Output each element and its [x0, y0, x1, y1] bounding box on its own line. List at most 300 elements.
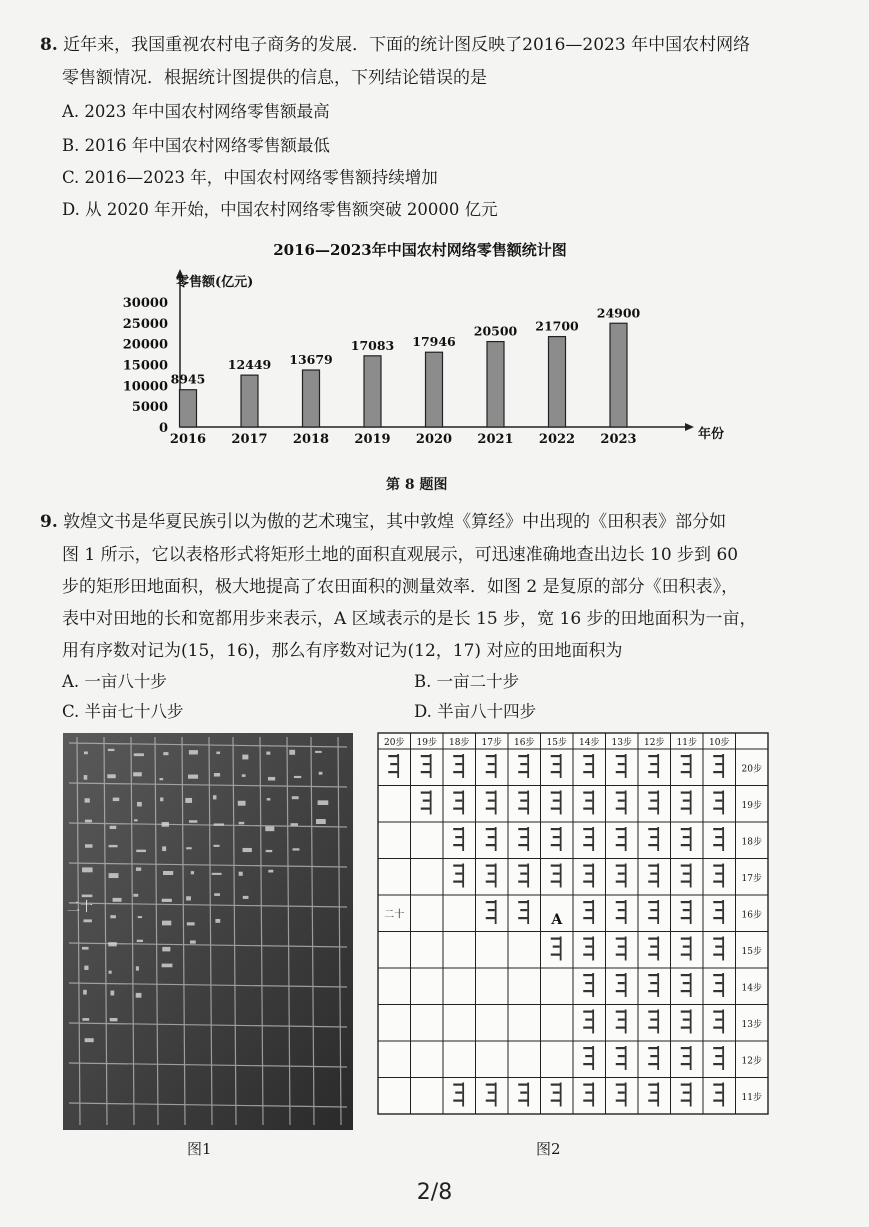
- cell-glyph: [518, 808, 528, 810]
- cell-glyph: [683, 1092, 690, 1094]
- ink-mark: [162, 822, 169, 827]
- cell-glyph: [683, 946, 690, 948]
- cell-glyph: [583, 954, 593, 956]
- cell-glyph: [560, 754, 562, 778]
- cell-glyph: [520, 909, 527, 911]
- cell-glyph: [681, 771, 691, 773]
- cell-glyph: [453, 755, 463, 757]
- cell-glyph: [722, 1083, 724, 1107]
- ink-mark: [316, 819, 326, 824]
- ink-mark: [189, 750, 198, 754]
- x-tick-label: 2017: [231, 432, 268, 447]
- cell-glyph: [560, 937, 562, 961]
- row-label-ershi: 二十: [384, 909, 405, 921]
- column-header: 20步: [384, 738, 405, 748]
- ink-mark: [134, 753, 144, 756]
- ink-mark: [243, 848, 252, 852]
- cell-glyph: [486, 865, 496, 867]
- cell-glyph: [650, 982, 657, 984]
- cell-glyph: [648, 808, 658, 810]
- ink-mark: [266, 752, 270, 755]
- y-tick-label: 25000: [122, 316, 168, 332]
- cell-glyph: [713, 844, 723, 846]
- cell-glyph: [421, 771, 431, 773]
- cell-glyph: [681, 1084, 691, 1086]
- cell-glyph: [650, 946, 657, 948]
- cell-glyph: [495, 791, 497, 815]
- cell-glyph: [681, 938, 691, 940]
- cell-glyph: [648, 1027, 658, 1029]
- cell-glyph: [648, 844, 658, 846]
- q8-option-b: B. 2016 年中国农村网络零售额最低: [62, 136, 330, 155]
- cell-glyph: [388, 755, 398, 757]
- cell-glyph: [453, 1100, 463, 1102]
- ink-mark: [318, 800, 329, 805]
- ink-mark: [191, 871, 194, 874]
- cell-glyph: [625, 791, 627, 815]
- cell-glyph: [616, 1011, 626, 1013]
- cell-glyph: [527, 864, 529, 888]
- data-label: 24900: [596, 305, 641, 321]
- column-header: 16步: [514, 738, 535, 748]
- ink-mark: [189, 820, 197, 823]
- cell-glyph: [616, 755, 626, 757]
- ink-mark: [319, 772, 323, 775]
- cell-glyph: [527, 791, 529, 815]
- ink-mark: [84, 775, 88, 780]
- ink-mark: [85, 1038, 94, 1042]
- cell-glyph: [455, 800, 462, 802]
- cell-glyph: [551, 1100, 561, 1102]
- ink-mark: [162, 947, 170, 951]
- row-header: 18步: [741, 837, 762, 848]
- cell-glyph: [486, 901, 496, 903]
- cell-glyph: [715, 1055, 722, 1057]
- cell-glyph: [616, 917, 626, 919]
- row-header: 20步: [741, 764, 762, 775]
- cell-glyph: [681, 917, 691, 919]
- cell-glyph: [715, 836, 722, 838]
- cell-glyph: [690, 827, 692, 851]
- cell-glyph: [681, 1011, 691, 1013]
- x-tick-label: 2023: [600, 432, 637, 447]
- cell-glyph: [592, 1046, 594, 1070]
- cell-glyph: [648, 954, 658, 956]
- cell-glyph: [583, 1100, 593, 1102]
- cell-glyph: [616, 792, 626, 794]
- cell-glyph: [648, 1084, 658, 1086]
- ink-mark: [243, 896, 249, 899]
- cell-glyph: [722, 1046, 724, 1070]
- ink-mark: [289, 750, 295, 755]
- ink-mark: [137, 940, 143, 942]
- cell-glyph: [553, 946, 560, 948]
- figure1-manuscript-photo: [63, 733, 353, 1130]
- ink-mark: [190, 940, 196, 943]
- cell-glyph: [486, 828, 496, 830]
- cell-glyph: [551, 828, 561, 830]
- cell-glyph: [713, 1027, 723, 1029]
- y-axis-label: 零售额(亿元): [176, 275, 254, 290]
- cell-glyph: [423, 763, 430, 765]
- data-label: 20500: [473, 323, 518, 339]
- cell-glyph: [713, 755, 723, 757]
- cell-glyph: [681, 865, 691, 867]
- cell-glyph: [583, 938, 593, 940]
- cell-glyph: [657, 864, 659, 888]
- cell-glyph: [713, 771, 723, 773]
- cell-glyph: [551, 844, 561, 846]
- cell-glyph: [715, 873, 722, 875]
- q9-line1: [40, 507, 726, 532]
- ink-mark: [85, 820, 92, 823]
- figure2-restored-table: [376, 731, 770, 1131]
- cell-glyph: [713, 1084, 723, 1086]
- cell-glyph: [713, 1063, 723, 1065]
- cell-glyph: [616, 1084, 626, 1086]
- cell-glyph: [486, 881, 496, 883]
- ink-mark: [267, 798, 271, 800]
- cell-glyph: [455, 873, 462, 875]
- cell-glyph: [618, 1019, 625, 1021]
- ink-mark: [213, 795, 216, 799]
- cell-glyph: [560, 827, 562, 851]
- q9-stem-line4: 表中对田地的长和宽都用步来表示，A 区域表示的是长 15 步，宽 16 步的田地面积为一亩，: [62, 609, 757, 629]
- row-header: 11步: [741, 1092, 762, 1103]
- cell-glyph: [713, 808, 723, 810]
- cell-glyph: [583, 808, 593, 810]
- cell-glyph: [527, 827, 529, 851]
- column-header: 15步: [546, 738, 567, 748]
- cell-glyph: [592, 791, 594, 815]
- cell-glyph: [616, 974, 626, 976]
- cell-glyph: [715, 1092, 722, 1094]
- ink-mark: [216, 752, 220, 754]
- q8-figure-caption: 第 8 题图: [386, 477, 448, 493]
- cell-glyph: [486, 1100, 496, 1102]
- cell-glyph: [583, 844, 593, 846]
- cell-glyph: [648, 974, 658, 976]
- y-tick-label: 30000: [122, 296, 168, 311]
- cell-glyph: [690, 900, 692, 924]
- cell-glyph: [648, 1063, 658, 1065]
- data-label: 17083: [350, 337, 395, 353]
- column-header: 18步: [449, 738, 470, 748]
- cell-glyph: [650, 763, 657, 765]
- y-tick-label: 10000: [122, 379, 168, 395]
- cell-glyph: [462, 754, 464, 778]
- cell-glyph: [713, 990, 723, 992]
- cell-glyph: [495, 864, 497, 888]
- cell-glyph: [518, 792, 528, 794]
- ink-mark: [290, 823, 298, 826]
- cell-glyph: [681, 792, 691, 794]
- ink-mark: [212, 873, 222, 875]
- ink-mark: [85, 798, 90, 802]
- ink-mark: [136, 867, 141, 870]
- cell-glyph: [551, 954, 561, 956]
- cell-glyph: [421, 792, 431, 794]
- cell-glyph: [518, 881, 528, 883]
- cell-glyph: [616, 1047, 626, 1049]
- q9-option-c: C. 半亩七十八步: [62, 702, 184, 721]
- cell-glyph: [616, 828, 626, 830]
- cell-glyph: [453, 881, 463, 883]
- cell-glyph: [486, 755, 496, 757]
- cell-glyph: [583, 1027, 593, 1029]
- y-tick-label: 5000: [131, 400, 168, 416]
- cell-glyph: [390, 763, 397, 765]
- ink-mark: [84, 751, 88, 754]
- cell-glyph: [592, 1010, 594, 1034]
- ink-mark: [133, 772, 142, 776]
- cell-glyph: [553, 836, 560, 838]
- cell-glyph: [453, 792, 463, 794]
- ink-mark: [136, 966, 139, 970]
- cell-glyph: [657, 973, 659, 997]
- cell-glyph: [618, 909, 625, 911]
- cell-glyph: [553, 800, 560, 802]
- cell-glyph: [722, 754, 724, 778]
- cell-glyph: [518, 1084, 528, 1086]
- ink-mark: [108, 749, 115, 751]
- cell-glyph: [551, 755, 561, 757]
- cell-glyph: [495, 1083, 497, 1107]
- manuscript-texture: [63, 733, 353, 1130]
- bar: [426, 352, 443, 427]
- ink-mark: [84, 919, 92, 922]
- cell-glyph: [650, 909, 657, 911]
- figure1-label: 图1: [187, 1140, 212, 1158]
- column-header: 19步: [416, 738, 437, 748]
- q8-option-c: C. 2016—2023 年，中国农村网络零售额持续增加: [62, 168, 438, 187]
- cell-glyph: [690, 1083, 692, 1107]
- cell-glyph: [553, 873, 560, 875]
- cell-glyph: [462, 1083, 464, 1107]
- ink-mark: [138, 916, 142, 918]
- cell-glyph: [583, 865, 593, 867]
- cell-glyph: [625, 1083, 627, 1107]
- cell-glyph: [518, 917, 528, 919]
- cell-glyph: [583, 771, 593, 773]
- cell-glyph: [648, 1047, 658, 1049]
- cell-glyph: [650, 873, 657, 875]
- cell-glyph: [486, 808, 496, 810]
- cell-glyph: [625, 1046, 627, 1070]
- cell-glyph: [618, 763, 625, 765]
- cell-glyph: [625, 1010, 627, 1034]
- cell-glyph: [625, 827, 627, 851]
- cell-glyph: [397, 754, 399, 778]
- ink-mark: [265, 826, 274, 831]
- cell-glyph: [618, 982, 625, 984]
- cell-glyph: [648, 901, 658, 903]
- cell-glyph: [681, 828, 691, 830]
- ink-mark: [111, 991, 115, 996]
- ink-mark: [162, 921, 171, 926]
- cell-glyph: [488, 800, 495, 802]
- cell-glyph: [553, 763, 560, 765]
- cell-glyph: [715, 909, 722, 911]
- q8-number: 8.: [40, 35, 58, 55]
- cell-glyph: [713, 974, 723, 976]
- cell-glyph: [648, 1100, 658, 1102]
- cell-glyph: [650, 1055, 657, 1057]
- cell-glyph: [648, 881, 658, 883]
- cell-glyph: [518, 771, 528, 773]
- cell-glyph: [592, 973, 594, 997]
- ink-mark: [238, 801, 246, 806]
- cell-glyph: [430, 791, 432, 815]
- x-tick-label: 2021: [477, 432, 514, 447]
- ink-mark: [293, 848, 300, 850]
- ink-mark: [113, 898, 122, 902]
- cell-glyph: [681, 974, 691, 976]
- cell-glyph: [527, 1083, 529, 1107]
- cell-glyph: [486, 844, 496, 846]
- cell-glyph: [648, 792, 658, 794]
- cell-glyph: [616, 954, 626, 956]
- cell-glyph: [648, 755, 658, 757]
- cell-glyph: [583, 901, 593, 903]
- cell-glyph: [616, 1063, 626, 1065]
- cell-glyph: [551, 792, 561, 794]
- ink-mark: [82, 947, 89, 950]
- ink-mark: [85, 844, 92, 847]
- cell-glyph: [681, 1027, 691, 1029]
- cell-glyph: [583, 1063, 593, 1065]
- cell-glyph: [681, 808, 691, 810]
- cell-glyph: [518, 865, 528, 867]
- cell-glyph: [551, 771, 561, 773]
- cell-glyph: [616, 865, 626, 867]
- ink-mark: [83, 990, 87, 995]
- row-header: 13步: [741, 1019, 762, 1030]
- cell-glyph: [690, 791, 692, 815]
- cell-glyph: [618, 1092, 625, 1094]
- cell-glyph: [715, 800, 722, 802]
- cell-glyph: [518, 755, 528, 757]
- ink-mark: [185, 798, 192, 803]
- cell-glyph: [583, 990, 593, 992]
- ink-mark: [110, 826, 117, 829]
- cell-glyph: [657, 827, 659, 851]
- cell-glyph: [681, 954, 691, 956]
- cell-glyph: [520, 763, 527, 765]
- table-grid: [376, 731, 770, 1131]
- cell-glyph: [713, 917, 723, 919]
- cell-glyph: [616, 1027, 626, 1029]
- cell-glyph: [585, 763, 592, 765]
- cell-glyph: [681, 901, 691, 903]
- cell-glyph: [488, 1092, 495, 1094]
- cell-glyph: [715, 946, 722, 948]
- cell-glyph: [616, 1100, 626, 1102]
- bar: [364, 356, 381, 427]
- cell-glyph: [618, 800, 625, 802]
- cell-glyph: [585, 1019, 592, 1021]
- column-header: 14步: [579, 738, 600, 748]
- cell-glyph: [616, 938, 626, 940]
- cell-glyph: [486, 1084, 496, 1086]
- cell-glyph: [583, 1011, 593, 1013]
- cell-glyph: [657, 754, 659, 778]
- ink-mark: [134, 819, 138, 821]
- cell-glyph: [423, 800, 430, 802]
- cell-glyph: [462, 827, 464, 851]
- ink-mark: [213, 845, 219, 847]
- x-axis-arrow: [685, 423, 694, 431]
- cell-glyph: [551, 938, 561, 940]
- cell-glyph: [551, 881, 561, 883]
- row-header: 16步: [741, 910, 762, 921]
- bar: [303, 370, 320, 427]
- cell-glyph: [722, 1010, 724, 1034]
- ink-mark: [242, 755, 248, 760]
- ink-mark: [214, 823, 224, 825]
- data-label: 13679: [289, 352, 333, 368]
- cell-glyph: [583, 792, 593, 794]
- row-header: 19步: [741, 800, 762, 811]
- cell-glyph: [520, 1092, 527, 1094]
- cell-glyph: [690, 937, 692, 961]
- cell-glyph: [421, 808, 431, 810]
- cell-glyph: [683, 909, 690, 911]
- cell-glyph: [583, 974, 593, 976]
- cell-glyph: [715, 763, 722, 765]
- cell-glyph: [618, 836, 625, 838]
- cell-glyph: [616, 990, 626, 992]
- ink-mark: [239, 872, 243, 876]
- cell-glyph: [560, 791, 562, 815]
- cell-glyph: [585, 982, 592, 984]
- cell-glyph: [616, 881, 626, 883]
- cell-glyph: [520, 873, 527, 875]
- cell-glyph: [625, 900, 627, 924]
- ink-mark: [162, 964, 173, 968]
- cell-glyph: [618, 873, 625, 875]
- bar: [487, 342, 504, 427]
- cell-glyph: [683, 763, 690, 765]
- ink-mark: [109, 873, 119, 878]
- cell-glyph: [683, 836, 690, 838]
- cell-glyph: [592, 900, 594, 924]
- cell-glyph: [657, 937, 659, 961]
- q9-stem-line5: 用有序数对记为(15，16)，那么有序数对记为(12，17) 对应的田地面积为: [62, 641, 623, 661]
- ink-mark: [214, 893, 220, 896]
- cell-glyph: [650, 1092, 657, 1094]
- cell-glyph: [560, 864, 562, 888]
- cell-glyph: [722, 973, 724, 997]
- q9-stem-line3: 步的矩形田地面积，极大地提高了农田面积的测量效率．如图 2 是复原的部分《田积表》，: [62, 577, 739, 597]
- cell-glyph: [583, 917, 593, 919]
- q9-stem-line2: 图 1 所示，它以表格形式将矩形土地的面积直观展示，可迅速准确地查出边长 10 步到 60: [62, 545, 739, 565]
- x-tick-label: 2022: [538, 432, 576, 447]
- cell-glyph: [455, 836, 462, 838]
- cell-glyph: [713, 881, 723, 883]
- cell-glyph: [551, 865, 561, 867]
- cell-glyph: [453, 1084, 463, 1086]
- x-tick-label: 2018: [292, 432, 330, 447]
- cell-glyph: [488, 836, 495, 838]
- cell-glyph: [683, 800, 690, 802]
- x-axis-label: 年份: [698, 427, 725, 442]
- cell-glyph: [616, 808, 626, 810]
- ink-mark: [107, 774, 115, 778]
- ink-mark: [160, 797, 163, 801]
- cell-glyph: [453, 865, 463, 867]
- cell-glyph: [518, 844, 528, 846]
